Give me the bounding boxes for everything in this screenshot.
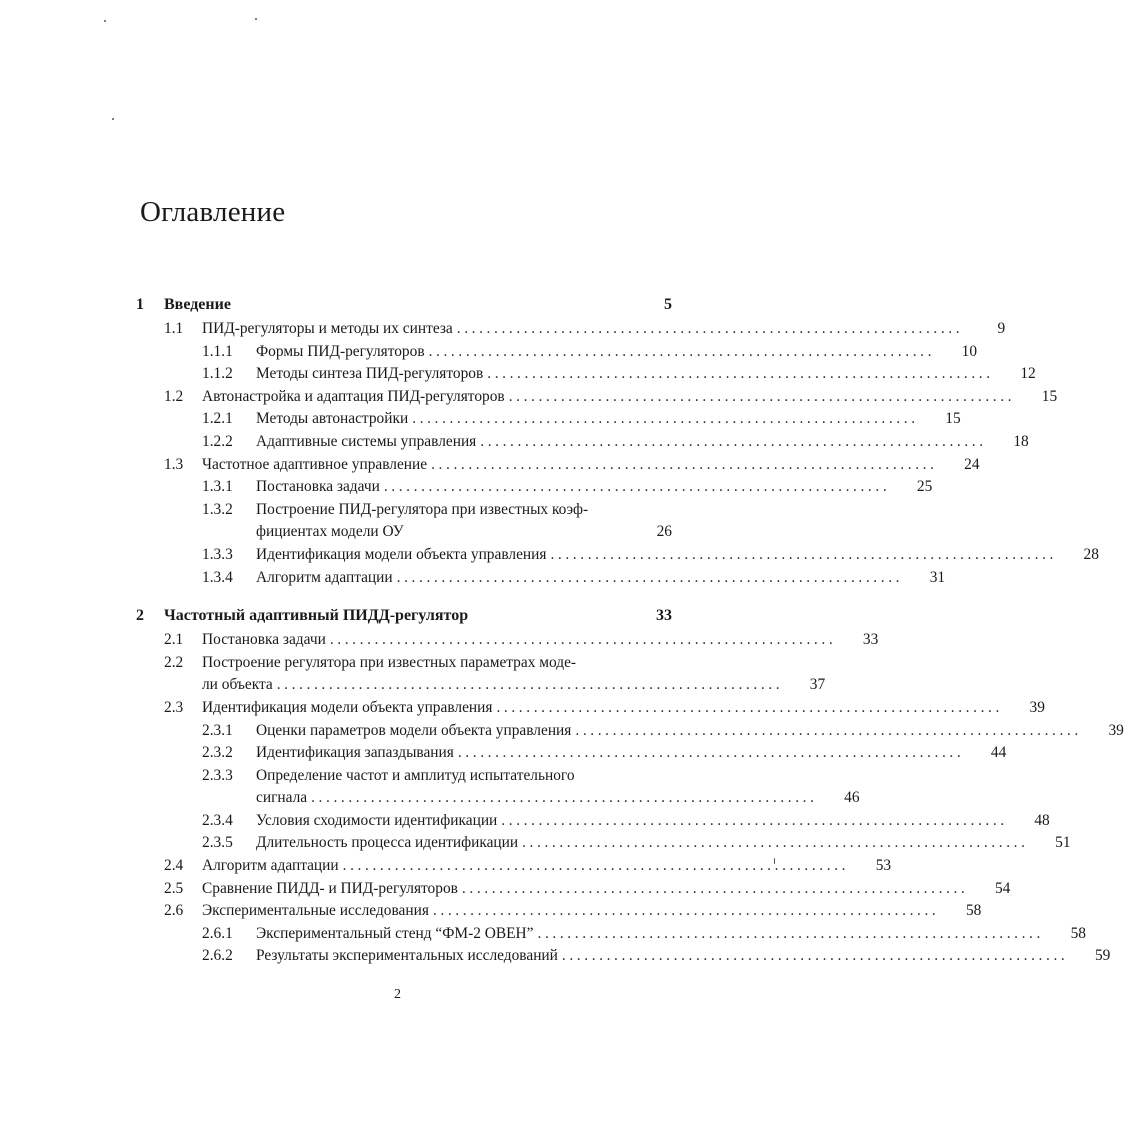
leader-dots: .................................................................... [342,857,850,875]
toc-title-continued: сигнала [256,789,308,807]
toc-section[interactable] [136,654,672,677]
toc-subsection-continued[interactable] [136,523,672,546]
page-title: Оглавление [140,196,286,228]
table-of-contents [136,296,1124,970]
toc-chapter[interactable] [136,607,672,631]
leader-dots: .................................................................... [329,631,837,649]
toc-title: Определение частот и амплитуд испытательного [256,766,575,784]
toc-page: 25 [916,478,933,496]
toc-title: Частотный адаптивный ПИДД-регулятор [164,607,469,625]
toc-section[interactable] [136,631,879,654]
toc-title: Построение регулятора при известных параметрах моде- [202,653,577,671]
toc-number: 2.3.4 [202,811,233,829]
toc-section[interactable] [136,902,982,925]
toc-title: Идентификация модели объекта управления [202,698,493,716]
leader-dots: .................................................................... [396,568,904,586]
toc-section[interactable] [136,387,1058,411]
leader-dots: .................................................................... [561,947,1069,965]
toc-title: ПИД-регуляторы и методы их синтеза [202,320,453,337]
leader-dots: .................................................................... [412,410,919,428]
toc-number: 1.1 [164,320,184,337]
toc-section[interactable] [136,455,980,479]
toc-page: 46 [844,789,860,807]
toc-number: 1.1.2 [202,365,233,383]
toc-number: 2.3 [164,698,184,716]
toc-title: Автонастройка и адаптация ПИД-регуляторов [202,387,505,405]
toc-page: 26 [656,523,672,541]
toc-page: 44 [990,744,1007,762]
toc-subsection[interactable] [136,410,961,433]
toc-number: 1.2.1 [202,410,233,428]
scan-speck [112,118,114,120]
toc-title: Экспериментальный стенд “ФМ-2 ОВЕН” [256,924,534,942]
toc-title: Длительность процесса идентификации [256,834,519,852]
toc-page: 18 [1013,432,1029,450]
toc-number: 2.6 [164,902,184,920]
toc-section[interactable] [136,698,1045,722]
toc-subsection[interactable] [136,767,672,790]
toc-page: 37 [809,676,826,694]
toc-title: Алгоритм адаптации [256,568,393,586]
toc-subsection[interactable] [136,744,1007,767]
toc-title: Экспериментальные исследования [202,902,429,920]
leader-dots: .................................................................... [501,811,1008,829]
toc-title: Частотное адаптивное управление [202,455,428,473]
page-number: 2 [394,987,401,1002]
toc-section[interactable] [136,879,1011,903]
toc-title: Сравнение ПИДД- и ПИД-регуляторов [202,879,458,897]
toc-number: 1.3.4 [202,568,233,586]
toc-page: 15 [1041,387,1058,405]
toc-number: 2.2 [164,653,184,671]
toc-number: 1 [136,296,144,313]
toc-title: Введение [164,296,231,313]
leader-dots: .................................................................... [575,721,1082,739]
toc-title: Методы синтеза ПИД-регуляторов [256,365,484,383]
toc-subsection[interactable] [136,834,1071,857]
toc-page: 24 [964,455,980,473]
toc-number: 2.3.5 [202,834,233,852]
toc-number: 1.2 [164,387,184,405]
toc-page: 9 [997,320,1006,337]
toc-subsection[interactable] [136,947,1111,970]
toc-page: 5 [664,296,672,313]
toc-number: 2.6.2 [202,947,233,965]
scan-speck [104,20,106,22]
toc-page: 31 [929,568,946,586]
toc-number: 2 [136,607,144,625]
toc-page: 51 [1055,834,1071,852]
leader-dots: .................................................................... [537,924,1044,942]
toc-subsection[interactable] [136,342,978,366]
toc-section[interactable] [136,857,892,880]
toc-section-continued[interactable] [136,676,826,699]
toc-subsection[interactable] [136,478,933,501]
toc-title: Постановка задачи [256,478,380,496]
toc-number: 1.3.3 [202,545,233,563]
toc-number: 1.1.1 [202,342,233,360]
toc-title: Методы автонастройки [256,410,409,428]
toc-number: 2.1 [164,631,184,649]
toc-subsection[interactable] [136,432,1029,456]
toc-page: 39 [1108,721,1124,739]
leader-dots: .................................................................... [508,387,1016,405]
leader-dots: .................................................................... [480,432,987,450]
toc-number: 2.3.2 [202,744,233,762]
leader-dots: .................................................................... [487,365,994,383]
leader-dots: .................................................................... [461,879,969,897]
toc-number: 1.3.2 [202,500,233,518]
scan-speck [255,18,257,20]
toc-page: 12 [1020,365,1036,383]
toc-subsection[interactable] [136,721,1124,745]
leader-dots: .................................................................... [431,455,938,473]
toc-title: Результаты экспериментальных исследований [256,947,558,965]
toc-subsection[interactable] [136,365,1036,388]
toc-chapter[interactable] [136,296,672,320]
toc-page: 58 [1070,924,1086,942]
toc-number: 1.3 [164,455,184,473]
toc-number: 1.2.2 [202,432,233,450]
toc-title: Условия сходимости идентификации [256,811,498,829]
toc-title: Формы ПИД-регуляторов [256,342,425,360]
leader-dots: .................................................................... [432,902,940,920]
toc-subsection[interactable] [136,545,1099,569]
toc-subsection[interactable] [136,924,1086,948]
leader-dots: .................................................................... [428,342,936,360]
toc-page: 15 [945,410,961,428]
toc-title: Оценки параметров модели объекта управления [256,721,572,739]
toc-page: 10 [961,342,978,360]
toc-title: Идентификация запаздывания [256,744,454,762]
toc-subsection-continued[interactable] [136,789,860,812]
toc-title: Постановка задачи [202,631,326,649]
toc-title-continued: ли объекта [202,676,273,694]
toc-title: Адаптивные системы управления [256,432,477,450]
toc-title-continued: фициентах модели ОУ [256,523,404,541]
leader-dots: .................................................................... [456,320,964,337]
toc-subsection[interactable] [136,568,946,592]
toc-number: 2.3.1 [202,721,233,739]
toc-page: 28 [1083,545,1099,563]
toc-page: 53 [875,857,892,875]
toc-subsection[interactable] [136,501,672,524]
toc-number: 2.3.3 [202,766,233,784]
toc-title: Идентификация модели объекта управления [256,545,547,563]
toc-section[interactable] [136,320,1006,343]
toc-number: 2.6.1 [202,924,233,942]
toc-page: 54 [994,879,1011,897]
leader-dots: .................................................................... [522,834,1029,852]
leader-dots: .................................................................... [276,676,784,694]
toc-page: 59 [1094,947,1111,965]
toc-page: 48 [1034,811,1050,829]
toc-number: 2.4 [164,857,184,875]
leader-dots: .................................................................... [550,545,1057,563]
toc-title: Алгоритм адаптации [202,857,339,875]
toc-title: Построение ПИД-регулятора при известных коэф- [256,500,589,518]
toc-page: 58 [965,902,982,920]
toc-number: 1.3.1 [202,478,233,496]
leader-dots: .................................................................... [457,744,965,762]
leader-dots: .................................................................... [496,698,1003,716]
toc-subsection[interactable] [136,811,1050,835]
toc-page: 33 [862,631,879,649]
toc-page: 33 [656,607,672,625]
leader-dots: .................................................................... [311,789,818,807]
toc-number: 2.5 [164,879,184,897]
toc-page: 39 [1029,698,1045,716]
leader-dots: .................................................................... [383,478,891,496]
